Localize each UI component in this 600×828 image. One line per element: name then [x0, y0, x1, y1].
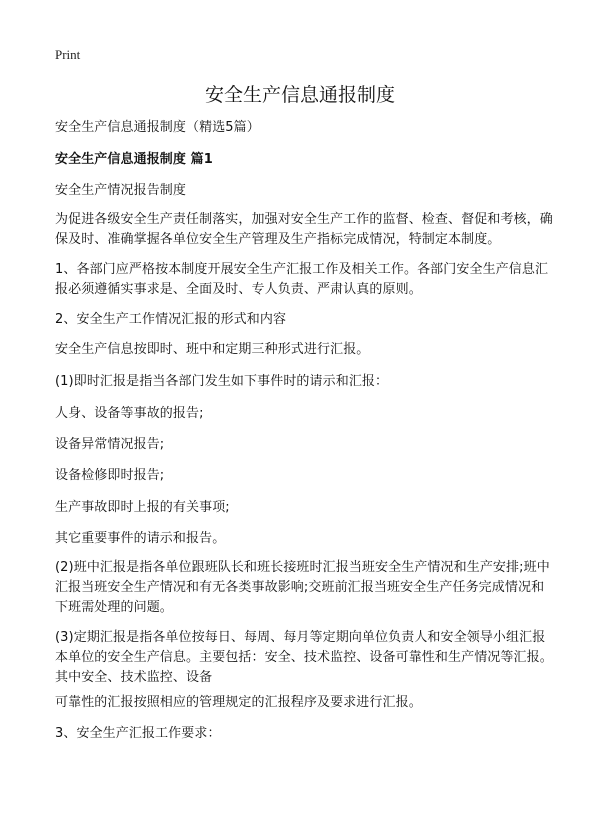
list-item: 设备检修即时报告;: [55, 468, 165, 483]
list-item: 生产事故即时上报的有关事项;: [55, 500, 230, 515]
paragraph: (2)班中汇报是指各单位跟班队长和班长接班时汇报当班安全生产情况和生产安排;班中汇报当班安全生产情况和有无各类事故影响;交班前汇报当班安全生产任务完成情况和下班需处理的问题。: [55, 560, 550, 615]
document-subtitle: 安全生产信息通报制度（精选5篇）: [55, 120, 260, 135]
paragraph: 安全生产情况报告制度: [55, 183, 187, 198]
print-label: Print: [55, 47, 81, 62]
paragraph: (1)即时汇报是指当各部门发生如下事件时的请示和汇报：: [55, 374, 389, 389]
list-item: 人身、设备等事故的报告;: [55, 406, 204, 421]
paragraph: 可靠性的汇报按照相应的管理规定的汇报程序及要求进行汇报。: [55, 695, 422, 710]
list-item: 设备异常情况报告;: [55, 437, 165, 452]
paragraph: 3、安全生产汇报工作要求：: [55, 726, 221, 741]
paragraph: 为促进各级安全生产责任制落实，加强对安全生产工作的监督、检查、督促和考核，确保及时、准确掌握各单位安全生产管理及生产指标完成情况，特制定本制度。: [55, 212, 553, 247]
section-heading: 安全生产信息通报制度 篇1: [55, 152, 213, 167]
paragraph: 2、安全生产工作情况汇报的形式和内容: [55, 312, 287, 327]
paragraph: 1、各部门应严格按本制度开展安全生产汇报工作及相关工作。各部门安全生产信息汇报必须遵循实事求是、全面及时、专人负责、严肃认真的原则。: [55, 262, 549, 297]
document-title: 安全生产信息通报制度: [204, 84, 395, 106]
list-item: 其它重要事件的请示和报告。: [55, 531, 226, 546]
paragraph: (3)定期汇报是指各单位按每日、每周、每月等定期向单位负责人和安全领导小组汇报本单位的安全生产信息。主要包括：安全、技术监控、设备可靠性和生产情况等汇报。其中安全、技术监控、设备: [55, 630, 553, 685]
paragraph: 安全生产信息按即时、班中和定期三种形式进行汇报。: [55, 342, 370, 357]
